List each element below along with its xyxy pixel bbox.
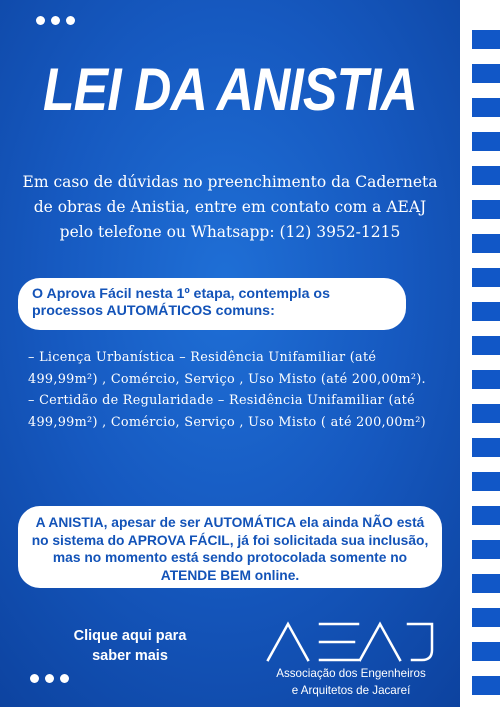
- process-list: [28, 347, 448, 433]
- info-box-text: O Aprova Fácil nesta 1º etapa, contempla os processos AUTOMÁTICOS comuns:: [32, 286, 330, 319]
- notice-box-anistia: [18, 506, 442, 588]
- dots-icon-top: [36, 16, 75, 25]
- info-box-aprova-facil: [18, 278, 406, 330]
- dots-icon-bottom: [30, 674, 69, 683]
- aeaj-logo-mark-icon: [262, 620, 440, 664]
- intro-text: Em caso de dúvidas no preenchimento da Caderneta de obras de Anistia, entre em contato com a AEAJ pelo telefone ou Whatsapp: (12) 3952-1215: [22, 173, 438, 241]
- checkered-stripe: [460, 0, 500, 707]
- list-item: – Licença Urbanística – Residência Unifamiliar (até 499,99m²) , Comércio, Serviço , Uso Misto (até 200,00m²).: [28, 350, 426, 387]
- page-title: LEI DA ANISTIA: [42, 56, 417, 123]
- aeaj-logo: [262, 620, 440, 698]
- notice-box-text: A ANISTIA, apesar de ser AUTOMÁTICA ela ainda NÃO está no sistema do APROVA FÁCIL, já foi solicitada sua inclusão, mas no momento está sendo protocolada somente no ATENDE BEM online.: [31, 515, 429, 583]
- logo-line-1: Associação dos Engenheiros: [276, 667, 426, 680]
- learn-more-link[interactable]: Clique aqui para saber mais: [73, 628, 187, 664]
- logo-line-2: e Arquitetos de Jacareí: [291, 684, 411, 697]
- list-item: – Certidão de Regularidade – Residência Unifamiliar (até 499,99m²) , Comércio, Serviço , Uso Misto ( até 200,00m²): [28, 393, 426, 430]
